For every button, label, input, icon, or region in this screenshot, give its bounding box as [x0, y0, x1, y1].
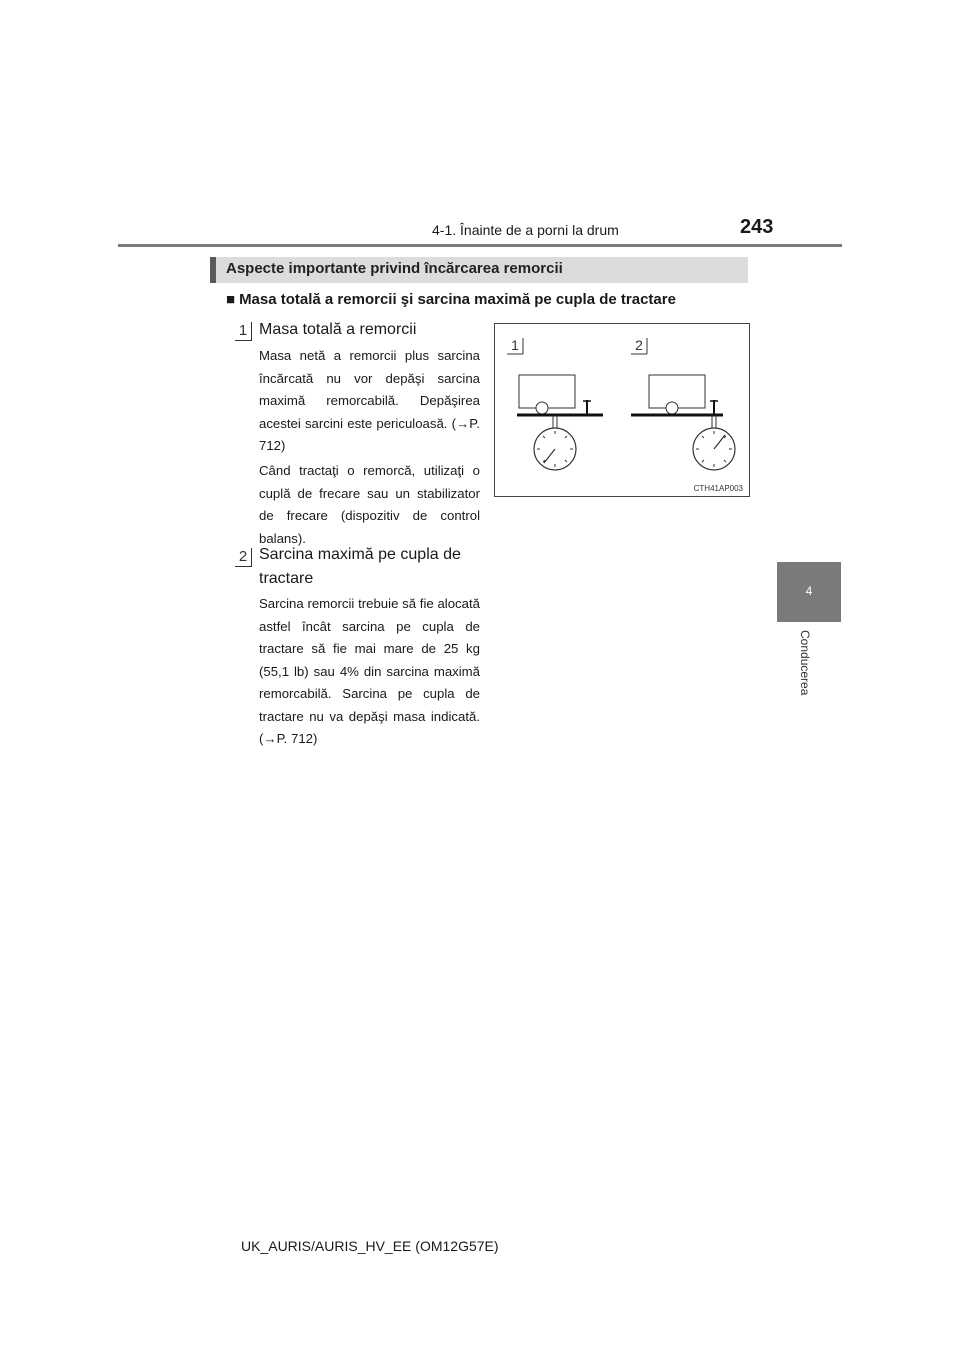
trailer-2-icon — [631, 375, 723, 428]
subheading — [226, 291, 676, 308]
svg-text:1: 1 — [511, 337, 519, 353]
section-bar-marker — [210, 257, 216, 283]
figure-label-2 — [631, 337, 647, 354]
subheading-text: Masa totală a remorcii şi sarcina maximă pe cupla de tractare — [239, 291, 676, 308]
item-1-paragraph-1: Masa netă a remorcii plus sarcina încărcată nu vor depăşi sarcina maximă remorcabilă. Depăşirea acestei sarcini este periculoasă. (→P. 712) — [259, 348, 480, 453]
svg-text:2: 2 — [635, 337, 643, 353]
section-heading-bar — [210, 257, 748, 283]
trailer-load-figure — [494, 323, 750, 497]
figure-code: CTH41AP003 — [693, 484, 743, 493]
item-number-1: 1 — [235, 322, 252, 341]
scale-gauge-1-icon — [534, 428, 576, 470]
square-bullet-icon: ■ — [226, 291, 236, 308]
figure-label-1 — [507, 337, 523, 354]
item-2-paragraph-1: Sarcina remorcii trebuie să fie alocată astfel încât sarcina pe cupla de tractare să fie mai mare de 25 kg (55,1 lb) sau 4% din sarcina maximă remorcabilă. Sarcina pe cupla de tractare nu va depăşi masa indicată. (→P. 712) — [259, 596, 480, 746]
footer-model-code: UK_AURIS/AURIS_HV_EE (OM12G57E) — [241, 1238, 499, 1254]
page-number: 243 — [740, 216, 774, 238]
header-section-title: 4-1. Înainte de a porni la drum — [432, 222, 619, 238]
item-number-2: 2 — [235, 548, 252, 567]
item-1-paragraph-2: Când tractaţi o remorcă, utilizaţi o cuplă de frecare sau un stabilizator de frecare (dispozitiv de control balans). — [259, 463, 480, 546]
item-title-2: Sarcina maximă pe cupla de tractare — [259, 546, 461, 587]
chapter-tab[interactable] — [777, 562, 841, 622]
trailer-diagram-svg — [495, 324, 749, 496]
chapter-tab-label: Conducerea — [798, 630, 812, 696]
section-heading-title: Aspecte importante privind încărcarea remorcii — [226, 260, 563, 277]
trailer-1-icon — [517, 375, 603, 428]
chapter-tab-number: 4 — [805, 584, 813, 598]
item-title-1: Masa totală a remorcii — [259, 321, 417, 338]
scale-gauge-2-icon — [693, 428, 735, 470]
header-rule — [118, 244, 842, 247]
